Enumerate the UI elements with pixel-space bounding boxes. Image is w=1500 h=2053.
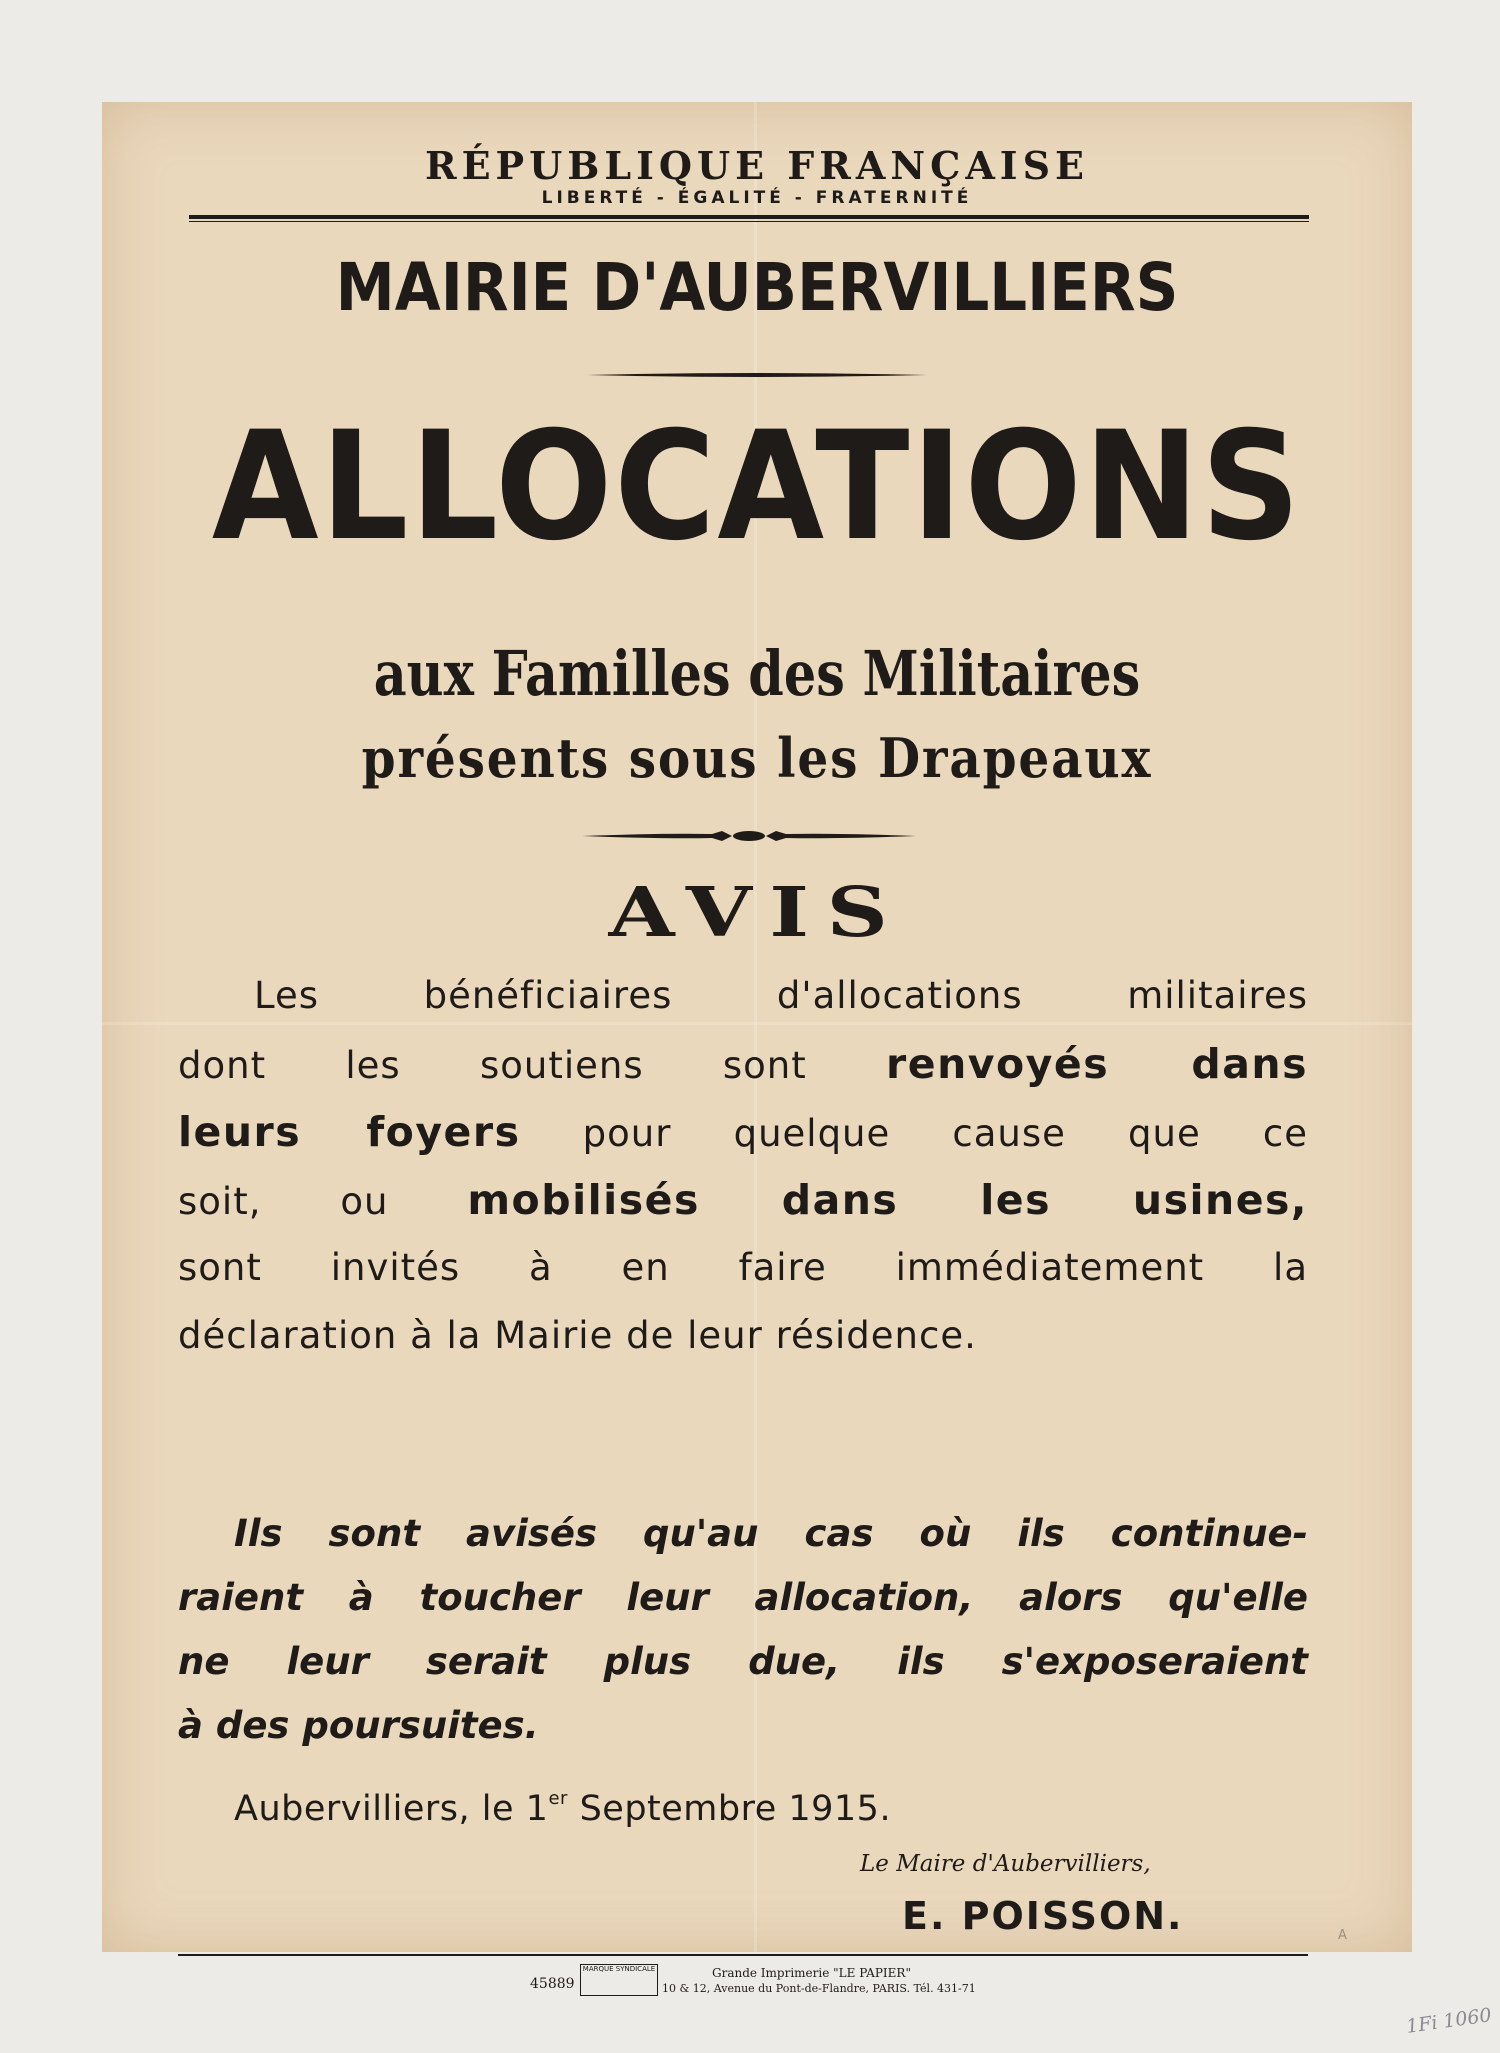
main-title: ALLOCATIONS — [211, 400, 1303, 574]
body-line-3 — [178, 1098, 1308, 1166]
header-rule — [189, 215, 1309, 219]
body-line-4 — [178, 1166, 1308, 1234]
body-text: pour quelque cause que ce — [582, 1112, 1309, 1155]
body-emphasis: mobilisés dans les usines, — [467, 1176, 1309, 1224]
body-text: sont invités à en faire immédiatement la — [178, 1246, 1308, 1289]
subtitle-families: aux Familles des Militaires — [373, 637, 1141, 710]
ornament-divider-top — [587, 370, 927, 380]
mayor-title: Le Maire d'Aubervilliers, — [860, 1851, 1151, 1877]
republic-motto: LIBERTÉ - ÉGALITÉ - FRATERNITÉ — [541, 188, 973, 208]
republic-heading: RÉPUBLIQUE FRANÇAISE — [425, 143, 1089, 188]
body-line-1 — [178, 962, 1308, 1030]
body-line-5 — [178, 1234, 1308, 1302]
body-emphasis: leurs foyers — [178, 1108, 521, 1156]
mairie-heading: MAIRIE D'AUBERVILLIERS — [335, 249, 1179, 326]
date-text: Septembre 1915. — [579, 1789, 892, 1829]
date-ordinal: er — [548, 1788, 568, 1809]
archive-call-number: 1Fi 1060 — [1404, 2004, 1493, 2038]
body-emphasis: renvoyés dans — [886, 1040, 1308, 1088]
body-line-6 — [178, 1302, 1308, 1370]
body-text: déclaration à la Mairie de leur résidence. — [178, 1314, 977, 1357]
union-mark-text: MARQUE SYNDICALE — [582, 1965, 656, 1973]
body-line-2 — [178, 1030, 1308, 1098]
date-line — [234, 1774, 891, 1834]
notice-heading: AVIS — [608, 873, 906, 953]
printer-name: Grande Imprimerie "LE PAPIER" — [712, 1966, 911, 1980]
body-text: soit, ou — [178, 1180, 389, 1223]
warning-line-2: raient à toucher leur allocation, alors qu'elle — [178, 1576, 1308, 1619]
poster-sheet — [102, 102, 1412, 1995]
subtitle-flags: présents sous les Drapeaux — [361, 726, 1153, 790]
printer-address: 10 & 12, Avenue du Pont-de-Flandre, PARIS. Tél. 431-71 — [662, 1982, 976, 1995]
body-text: Les bénéficiaires d'allocations militaires — [254, 974, 1308, 1017]
warning-line-1: Ils sont avisés qu'au cas où ils continue- — [234, 1512, 1308, 1555]
warning-line-4: à des poursuites. — [178, 1704, 539, 1747]
footer-rule — [178, 1954, 1308, 1956]
imprint-number: 45889 — [530, 1976, 575, 1992]
date-text: Aubervilliers, le 1 — [234, 1789, 549, 1829]
notice-body — [178, 962, 1308, 1370]
ornament-divider-middle — [582, 829, 916, 843]
union-mark-logo — [580, 1964, 658, 1996]
body-text: dont les soutiens sont — [178, 1044, 807, 1087]
warning-paragraph — [178, 1502, 1308, 1758]
mayor-name: E. POISSON. — [902, 1894, 1184, 1938]
header-rule-thin — [189, 221, 1309, 222]
corner-mark: A — [1338, 1928, 1347, 1943]
warning-line-3: ne leur serait plus due, ils s'exposeraient — [178, 1640, 1308, 1683]
